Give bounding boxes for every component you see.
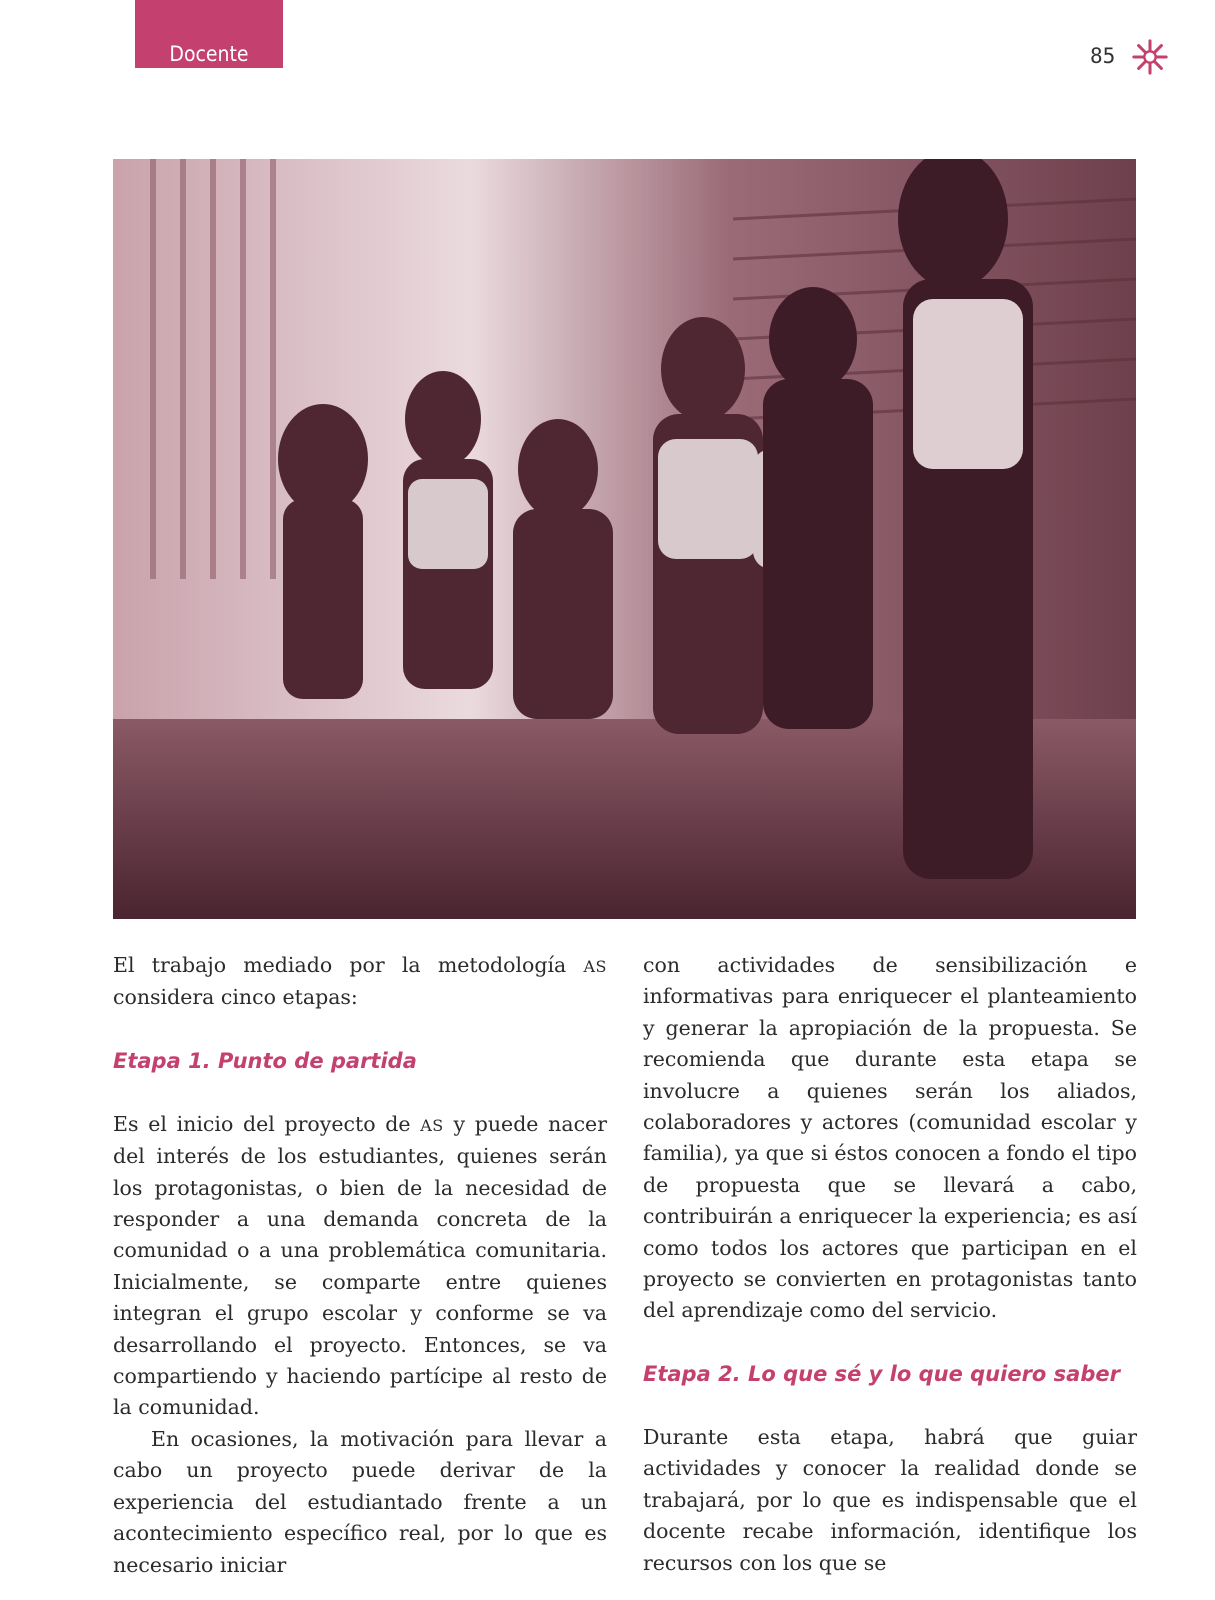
stage-2-paragraph: Durante esta etapa, habrá que guiar actividades y conocer la realidad donde se trabajará, por lo que es indispensable que el docente recabe información, identifique los recursos con los que se — [643, 1424, 1137, 1575]
section-tab — [135, 0, 283, 68]
photo-icon — [113, 159, 1136, 919]
classroom-photo — [113, 159, 1136, 919]
intro-paragraph: El trabajo mediado por la metodología AS considera cinco etapas: — [113, 953, 607, 1010]
left-column — [113, 950, 607, 1581]
stage-1-paragraph: Es el inicio del proyecto de AS y puede nacer del interés de los estudiantes, quienes serán los protagonistas, o bien de la necesidad de responder a una demanda concreta de la comunidad o a una problemática comunitaria. Inicialmente, se comparte entre quienes integran el grupo escolar y conforme se va desarrollando el proyecto. Entonces, se va compartiendo y haciendo partícipe al resto de la comunidad. — [113, 1111, 607, 1420]
page-number: 85 — [1090, 44, 1116, 68]
continuation-paragraph: con actividades de sensibilización e informativas para enriquecer el planteamiento y generar la apropiación de la propuesta. Se recomienda que durante esta etapa se involucre a quienes serán los aliados, colaboradores y actores (comunidad escolar y familia), ya que si éstos conocen a fondo el tipo de propuesta que se llevará a cabo, contribuirán a enriquecer la experiencia; es así como todos los actores que participan en el proyecto se convierten en protagonistas tanto del aprendizaje como del servicio. — [643, 953, 1137, 1323]
stage-1-heading: Etapa 1. Punto de partida — [113, 1048, 417, 1073]
stage-2-heading: Etapa 2. Lo que sé y lo que quiero saber — [643, 1361, 1120, 1386]
stage-1-paragraph-2: En ocasiones, la motivación para llevar a cabo un proyecto puede derivar de la experiencia del estudiantado frente a un acontecimiento específico real, por lo que es necesario iniciar — [113, 1426, 607, 1577]
flower-icon — [1131, 38, 1169, 76]
right-column — [643, 950, 1137, 1579]
section-tab-label: Docente — [169, 42, 249, 66]
